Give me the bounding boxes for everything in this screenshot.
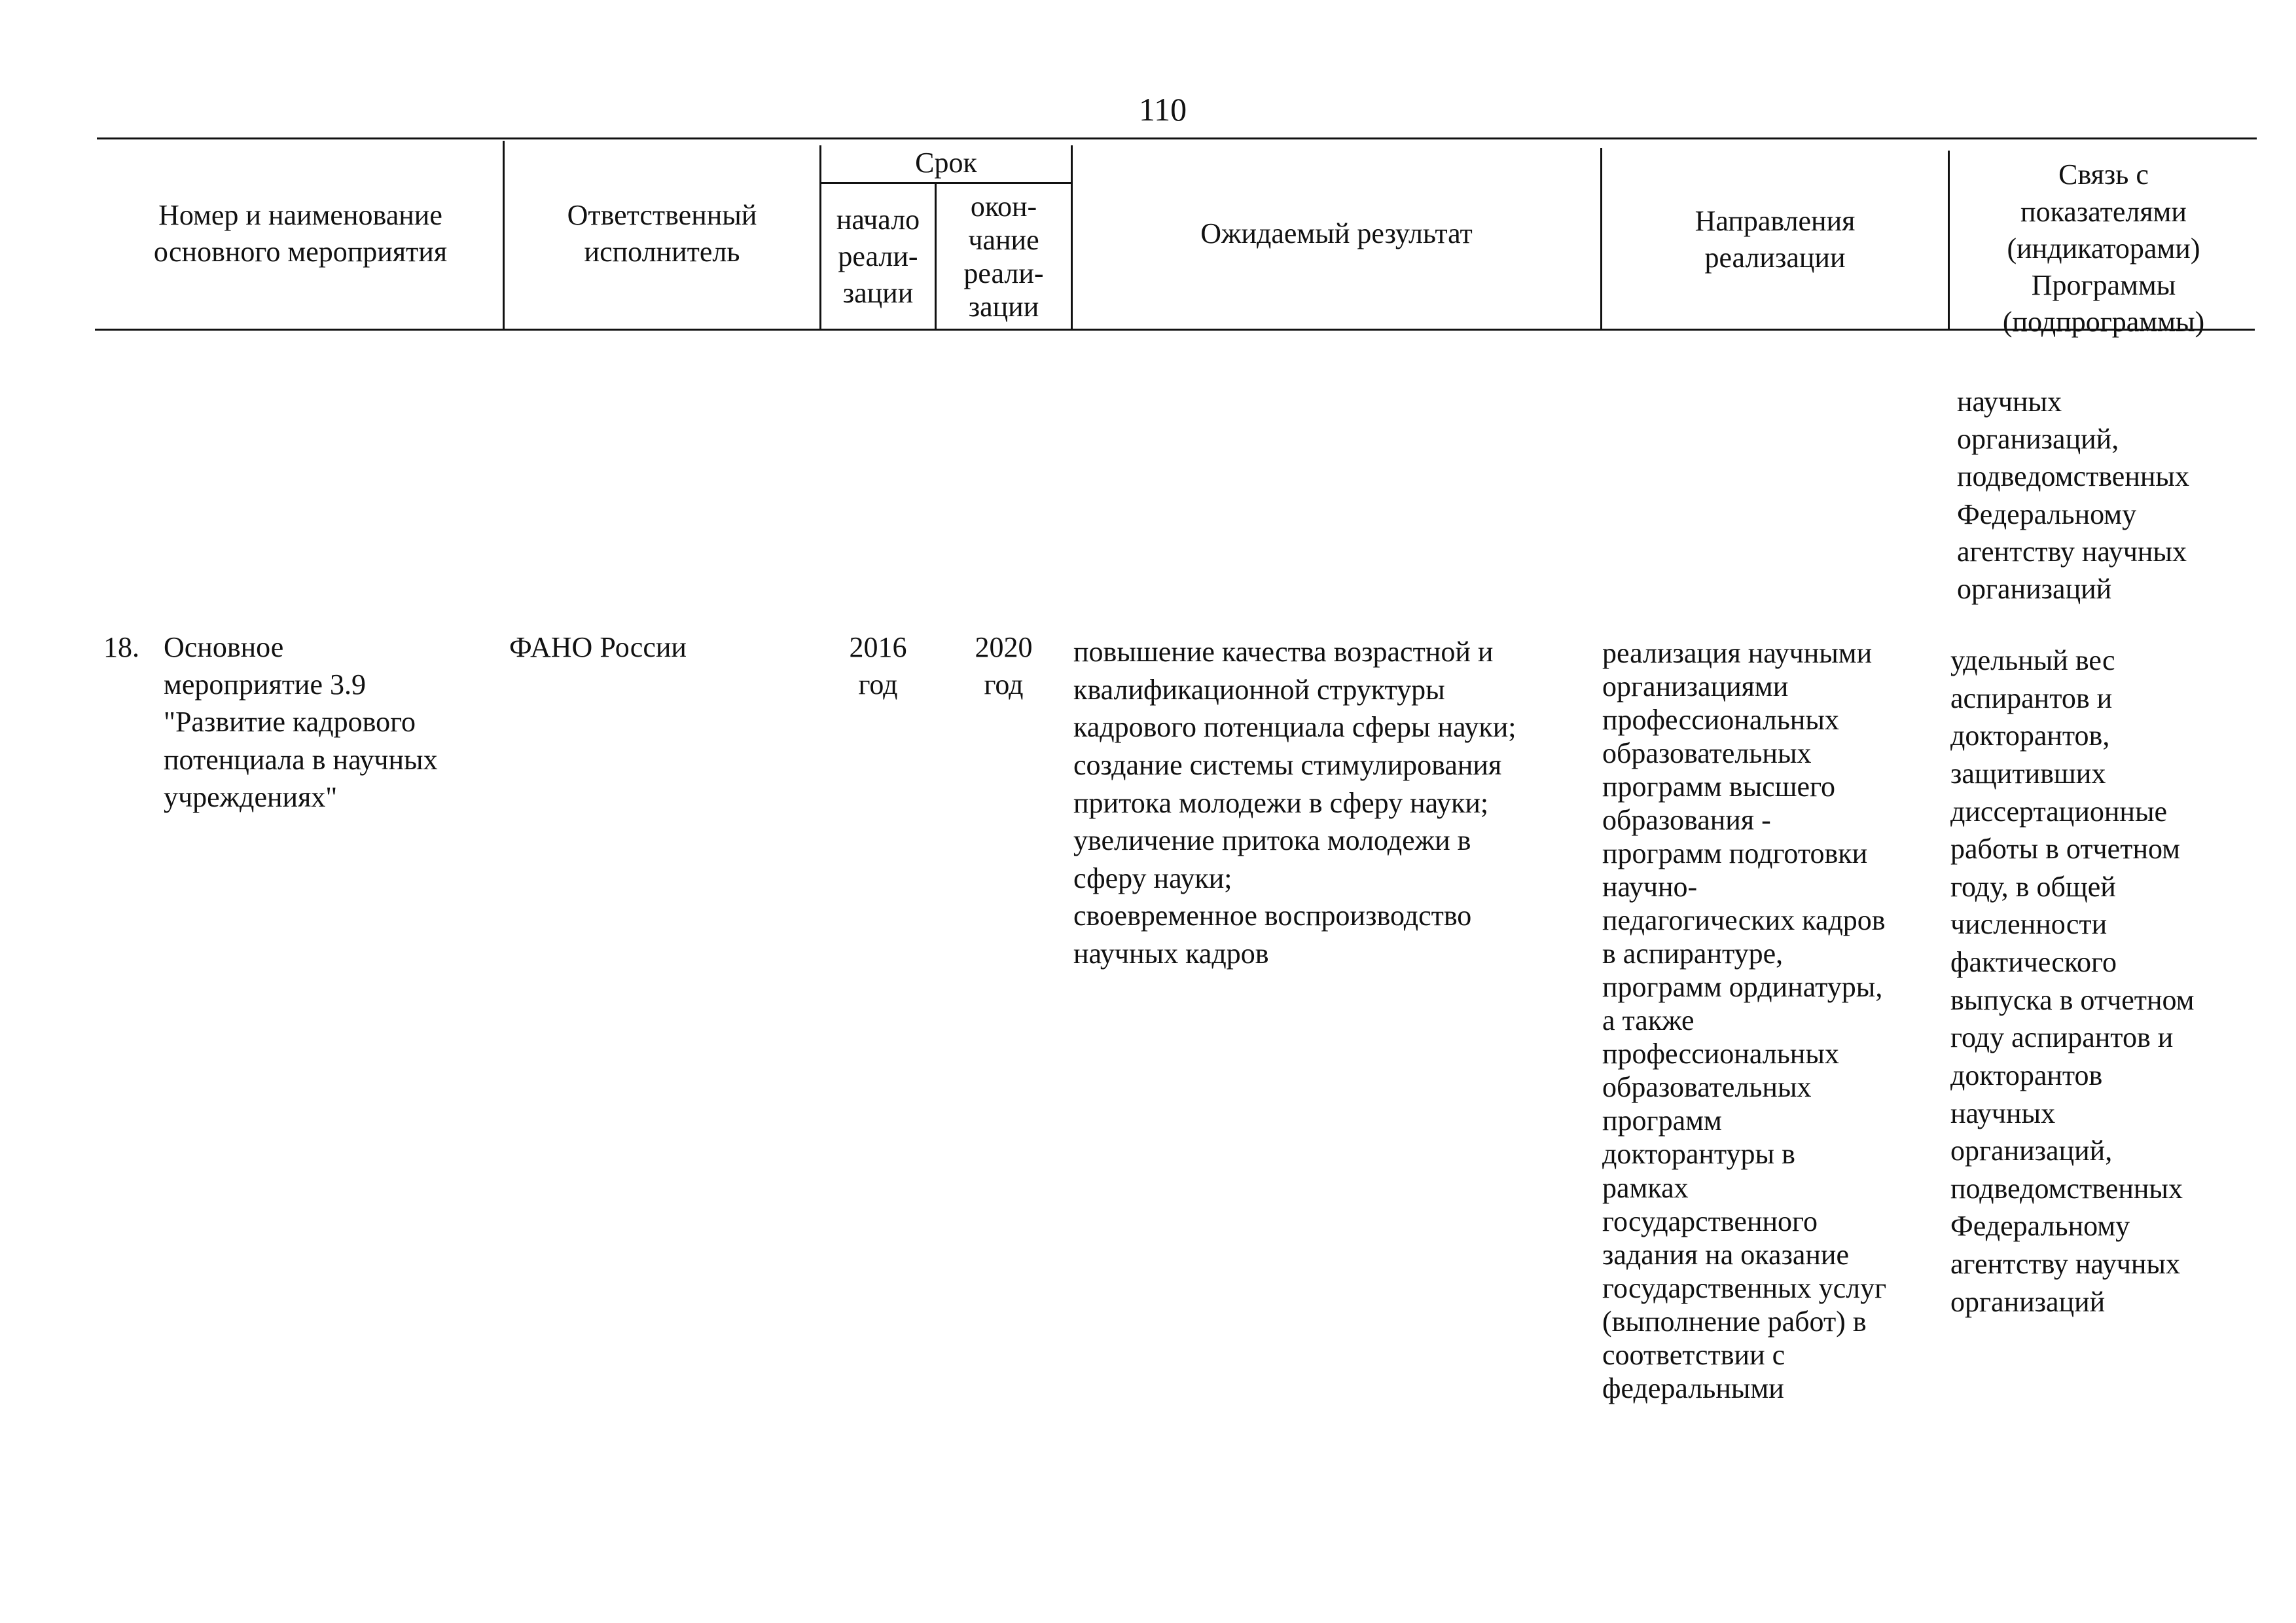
header-expected-result: Ожидаемый результат bbox=[1200, 217, 1473, 249]
row-executor: ФАНО России bbox=[509, 631, 687, 663]
header-bottom-rule bbox=[95, 329, 2255, 331]
header-directions: Направления реализации bbox=[1695, 204, 1856, 274]
row-start: 2016 год bbox=[849, 631, 907, 701]
row-expected-result: повышение качества возрастной и квалификационной структуры кадрового потенциала сферы науки; создание системы стимулирования притока молодежи в сферу науки; увеличение притока молодежи в сферу науки; своевременное воспроизводство научных кадров bbox=[1073, 636, 1516, 970]
row-event-name: Основное мероприятие 3.9 "Развитие кадрового потенциала в научных учреждениях" bbox=[164, 631, 438, 813]
header-indicators: Связь с показателями (индикаторами) Программы (подпрограммы) bbox=[2002, 158, 2205, 338]
header-responsible-executor: Ответственный исполнитель bbox=[567, 198, 757, 268]
header-srok: Срок bbox=[915, 146, 977, 179]
row-number: 18. bbox=[103, 631, 139, 663]
header-end: окон- чание реали- зации bbox=[963, 190, 1044, 323]
header-start: начало реали- зации bbox=[836, 203, 920, 310]
continuation-indicators: научных организаций, подведомственных Федеральному агентству научных организаций bbox=[1957, 386, 2189, 605]
page-number: 110 bbox=[1139, 91, 1187, 128]
row-directions: реализация научными организациями профессиональных образовательных программ высшего образования - программ подготовки научно- педагогических кадров в аспирантуре, программ ординатуры, а также профессиональных образовательных программ докторантуры в рамках государственного задания на оказание государственных услуг (выполнение работ) в соответствии с федеральными bbox=[1602, 637, 1887, 1404]
header-event-name: Номер и наименование основного мероприятия bbox=[153, 198, 448, 268]
row-end: 2020 год bbox=[975, 631, 1033, 701]
row-indicators: удельный вес аспирантов и докторантов, защитивших диссертационные работы в отчетном году, в общей численности фактического выпуска в отчетном году аспирантов и докторантов научных организаций, подведомственных Федеральному агентству научных организаций bbox=[1950, 644, 2195, 1318]
srok-divider bbox=[821, 182, 1072, 184]
